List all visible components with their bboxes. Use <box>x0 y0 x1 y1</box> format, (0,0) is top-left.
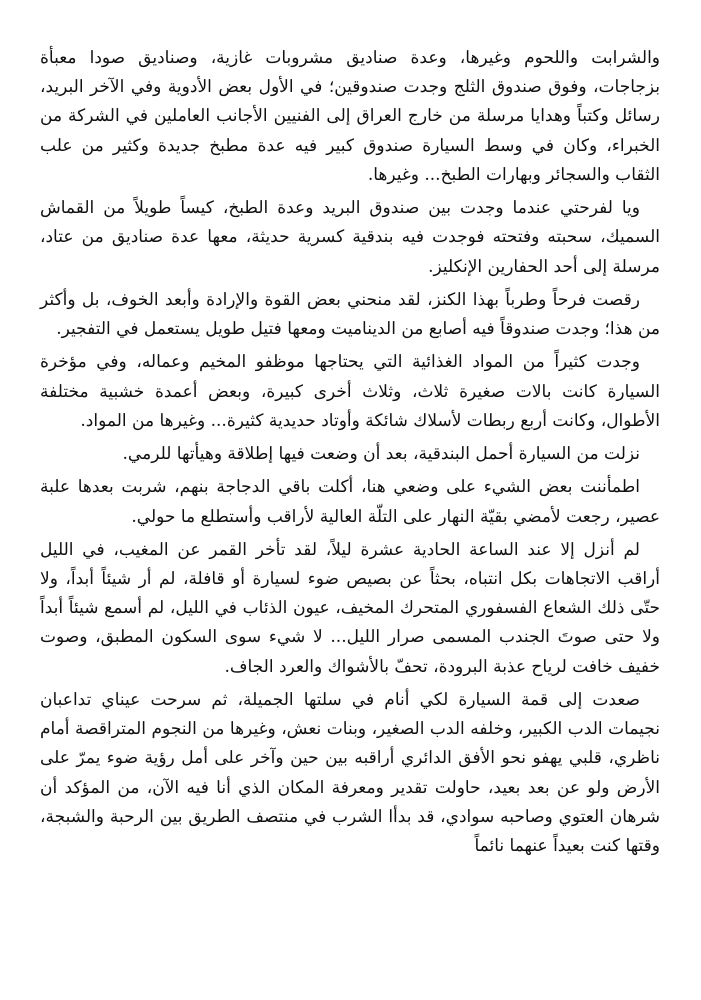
paragraph-5: نزلت من السيارة أحمل البندقية، بعد أن وضعت فيها إطلاقة وهيأتها للرمي. <box>122 444 640 465</box>
paragraph-6: اطمأننت بعض الشيء على وضعي هنا، أكلت باقي الدجاجة بنهم، شربت بعدها علبة عصير، رجعت لأمضي بقيّة النهار على التلّة العالية لأراقب وأستطلع ما حولي. <box>40 477 660 527</box>
paragraph-1: والشرابت واللحوم وغيرها، وعدة صناديق مشروبات غازية، وصناديق صودا معبأة بزجاجات، وفوق صندوق الثلج وجدت صندوقين؛ في الأول بعض الأدوية وفي الآخر البريد، رسائل وكتباً وهدايا مرسلة من خارج العراق إلى الفنيين الأجانب العاملين في الشركة من الخبراء، وكان في وسط السيارة صندوق كبير فيه عدة مطبخ جديدة وكثير من علب الثقاب والسجائر وبهارات الطبخ... وغيرها. <box>40 48 660 185</box>
paragraph-4: وجدت كثيراً من المواد الغذائية التي يحتاجها موظفو المخيم وعماله، وفي مؤخرة السيارة كانت بالات صغيرة ثلاث، وثلاث أخرى كبيرة، وبعض أعمدة خشبية مختلفة الأطوال، وكانت أربع ربطات لأسلاك شائكة وأوتاد حديدية كثيرة... وغيرها من المواد. <box>40 352 660 431</box>
paragraph-7: لم أنزل إلا عند الساعة الحادية عشرة ليلاً، لقد تأخر القمر عن المغيب، في الليل أراقب الاتجاهات بكل انتباه، بحثاً عن بصيص ضوء لسيارة أو قافلة، لم أر شيئاً أبداً، ولا حتّى ذلك الشعاع الفسفوري المتحرك المخيف، عيون الذئاب في الليل، لم أسمع شيئاً أبداً ولا حتى صوتَ الجندب المسمى صرار الليل... لا شيء سوى السكون المطبق، وصوت خفيف خافت لرياح عذبة البرودة، تحفّ بالأشواك والعرد الجاف. <box>40 539 660 677</box>
paragraph-3: رقصت فرحاً وطرباً بهذا الكنز، لقد منحني بعض القوة والإرادة وأبعد الخوف، بل وأكثر من هذا؛ وجدت صندوقاً فيه أصابع من الديناميت ومعها فتيل طويل يستعمل في التفجير. <box>40 289 660 340</box>
paragraph-8: صعدت إلى قمة السيارة لكي أنام في سلتها الجميلة، ثم سرحت عيناي تداعبان نجيمات الدب الكبير، وخلفه الدب الصغير، وبنات نعش، وغيرها من النجوم المتراقصة أمام ناظري، قلبي يهفو نحو الأفق الدائري أراقبه بين حين وآخر على أمل رؤية ضوء يمرّ على الأرض ولو عن بعد بعيد، حاولت تقدير ومعرفة المكان الذي أنا فيه الآن، من المؤكد أن شرهان العتوي وصاحبه سوادي، قد بدأا الشرب في منتصف الطريق بين الرحبة والشبجة، وقتها كنت بعيداً عنهما نائماً <box>40 689 660 857</box>
document-page <box>40 44 660 865</box>
paragraph-2: ويا لفرحتي عندما وجدت بين صندوق البريد وعدة الطبخ، كيساً طويلاً من القماش السميك، سحبته وفتحته فوجدت فيه بندقية كسرية حديثة، معها عدة صناديق من عتاد، مرسلة إلى أحد الحفارين الإنكليز. <box>40 198 660 277</box>
